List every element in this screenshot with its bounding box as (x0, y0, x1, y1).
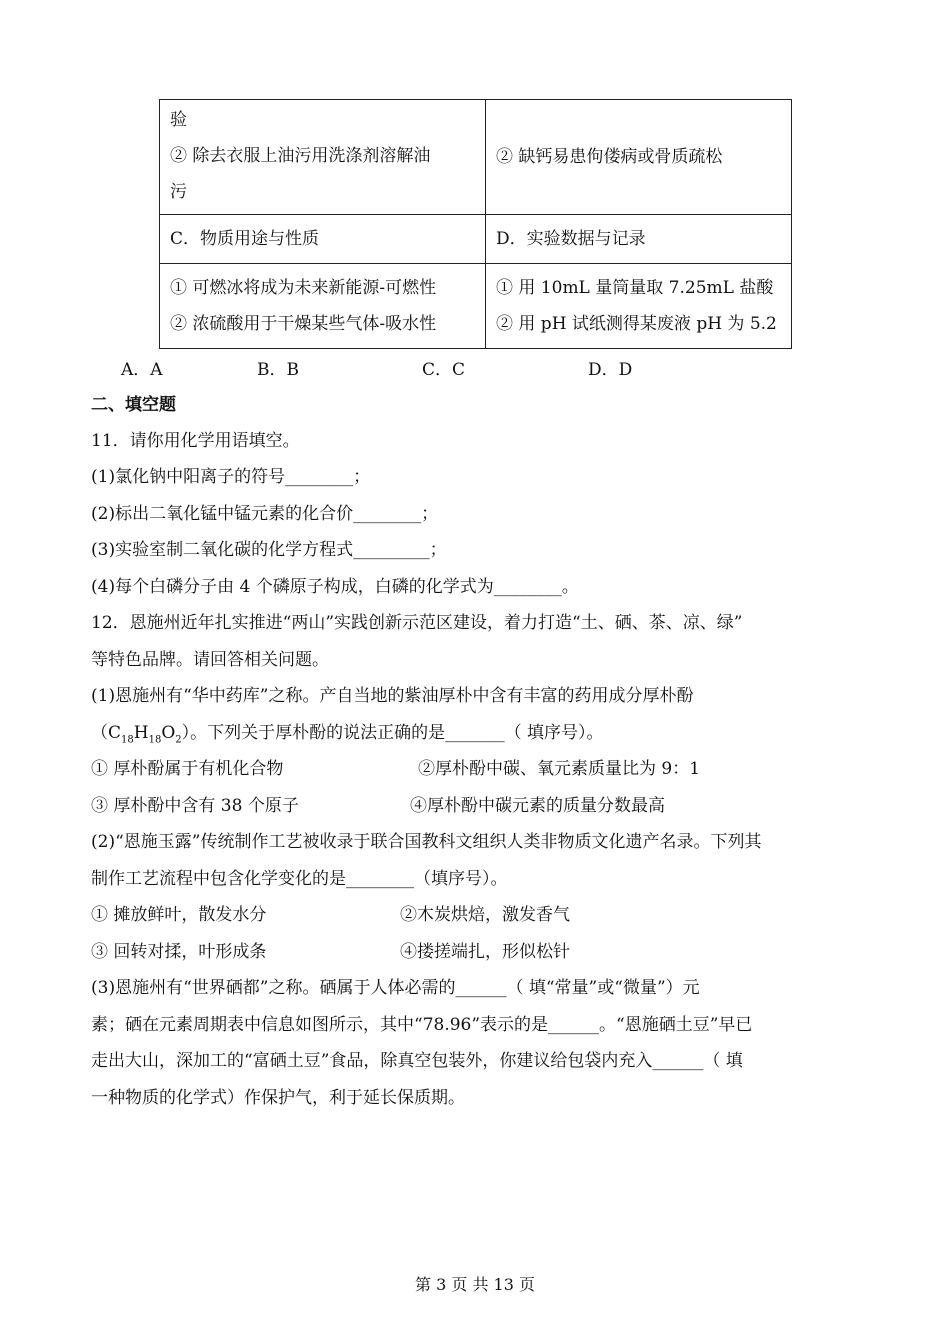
formula-h: H (133, 723, 149, 743)
table-row (160, 215, 792, 264)
q12-stem-1: 12．恩施州近年扎实推进“两山”实践创新示范区建设，着力打造“土、硒、茶、凉、绿” (91, 613, 743, 633)
q12-p2-line-2: 制作工艺流程中包含化学变化的是________（填序号）。 (91, 869, 508, 889)
q11-item-4: (4)每个白磷分子由 4 个磷原子构成，白磷的化学式为________。 (91, 577, 579, 597)
page-footer: 第 3 页 共 13 页 (415, 1275, 535, 1294)
cell-line: ② 除去衣服上油污用洗涤剂溶解油 (170, 146, 431, 166)
option-b: B．B (257, 360, 299, 380)
table-cell (160, 100, 486, 215)
section-title: 二、填空题 (91, 395, 176, 415)
p2-choice-1: ① 摊放鲜叶，散发水分 (91, 905, 267, 925)
cell-line: 验 (170, 110, 187, 130)
table-cell (486, 264, 792, 349)
table-cell: ② 缺钙易患佝偻病或骨质疏松 (486, 100, 792, 215)
option-c: C．C (422, 360, 466, 380)
option-d: D．D (588, 360, 633, 380)
formula-sub: 2 (175, 734, 182, 746)
table-cell: D．实验数据与记录 (486, 215, 792, 264)
q12-p1-line-2 (91, 721, 604, 752)
formula-sub: 18 (121, 734, 134, 746)
table-row (160, 100, 792, 215)
q11-item-1: (1)氯化钠中阳离子的符号________； (91, 467, 371, 487)
formula-o: O (161, 723, 176, 743)
p1-choice-2: ②厚朴酚中碳、氧元素质量比为 9：1 (418, 759, 701, 779)
q11-item-2: (2)标出二氧化锰中锰元素的化合价________； (91, 504, 439, 524)
p2-choice-4: ④搂搓端扎，形似松针 (400, 942, 570, 962)
cell-line: ② 浓硫酸用于干燥某些气体-吸水性 (170, 314, 437, 334)
q12-p1-line-1: (1)恩施州有“华中药库”之称。产自当地的紫油厚朴中含有丰富的药用成分厚朴酚 (91, 686, 694, 706)
cell-line: ① 可燃冰将成为未来新能源-可燃性 (170, 278, 437, 298)
p1-choice-1: ① 厚朴酚属于有机化合物 (91, 759, 284, 779)
answer-table (159, 99, 792, 349)
table-row (160, 264, 792, 349)
table-cell: C．物质用途与性质 (160, 215, 486, 264)
table-cell (160, 264, 486, 349)
q12-p3-line-1: (3)恩施州有“世界硒都”之称。硒属于人体必需的______（ 填“常量”或“微量”）元 (91, 978, 700, 998)
formula-sub: 18 (148, 734, 162, 746)
q12-p3-line-4: 一种物质的化学式）作保护气，利于延长保质期。 (91, 1088, 465, 1108)
q12-p3-line-3: 走出大山，深加工的“富硒土豆”食品，除真空包装外，你建议给包袋内充入______（ 填 (91, 1051, 743, 1071)
p2-choice-3: ③ 回转对揉，叶形成条 (91, 942, 267, 962)
p2-choice-2: ②木炭烘焙，激发香气 (400, 905, 570, 925)
cell-line: ② 用 pH 试纸测得某废液 pH 为 5.2 (496, 314, 777, 334)
cell-line: 污 (170, 182, 187, 202)
q11-stem: 11．请你用化学用语填空。 (91, 431, 300, 451)
p1-line-2-rest: ）。下列关于厚朴酚的说法正确的是_______（ 填序号）。 (181, 723, 604, 743)
q12-p2-line-1: (2)“恩施玉露”传统制作工艺被收录于联合国教科文组织人类非物质文化遗产名录。下列其 (91, 832, 762, 852)
formula-open: （C (91, 723, 122, 743)
q12-stem-2: 等特色品牌。请回答相关问题。 (91, 650, 329, 670)
option-a: A．A (121, 360, 163, 380)
p1-choice-3: ③ 厚朴酚中含有 38 个原子 (91, 796, 299, 816)
p1-choice-4: ④厚朴酚中碳元素的质量分数最高 (410, 796, 665, 816)
cell-line: ① 用 10mL 量筒量取 7.25mL 盐酸 (496, 278, 774, 298)
q11-item-3: (3)实验室制二氧化碳的化学方程式_________； (91, 540, 447, 560)
q12-p3-line-2: 素；硒在元素周期表中信息如图所示，其中“78.96”表示的是______。“恩施硒土豆”早已 (91, 1015, 753, 1035)
